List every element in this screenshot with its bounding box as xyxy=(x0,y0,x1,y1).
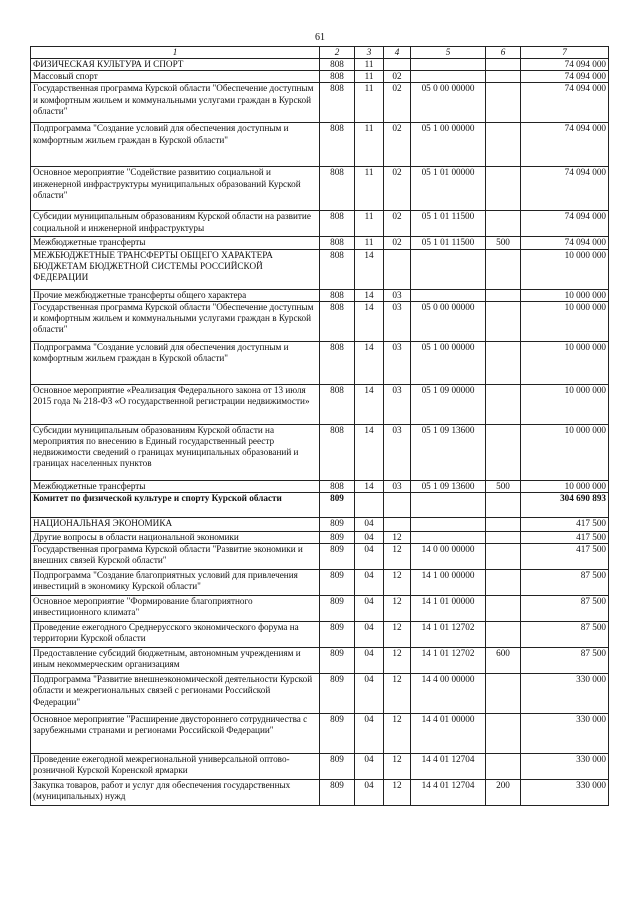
expense-type-cell xyxy=(486,570,521,596)
target-article-cell: 14 4 01 00000 xyxy=(411,714,486,754)
subsection-code-cell: 02 xyxy=(384,123,411,167)
section-code-cell: 04 xyxy=(355,532,384,544)
subsection-code-cell xyxy=(384,493,411,518)
target-article-cell: 14 0 00 00000 xyxy=(411,544,486,570)
expense-type-cell xyxy=(486,714,521,754)
section-code-cell: 04 xyxy=(355,714,384,754)
table-row xyxy=(31,544,609,570)
section-code-cell: 04 xyxy=(355,622,384,648)
item-name-cell: Проведение ежегодной межрегиональной универсальной оптово-розничной Курской Коренской ярмарки xyxy=(31,754,320,780)
ministry-code-cell: 808 xyxy=(320,59,355,71)
expense-type-cell: 600 xyxy=(486,648,521,674)
amount-cell: 417 500 xyxy=(521,532,609,544)
ministry-code-cell: 808 xyxy=(320,341,355,384)
subsection-code-cell xyxy=(384,249,411,289)
subsection-code-cell: 12 xyxy=(384,674,411,714)
item-name-cell: ФИЗИЧЕСКАЯ КУЛЬТУРА И СПОРТ xyxy=(31,59,320,71)
subsection-code-cell: 12 xyxy=(384,622,411,648)
table-row xyxy=(31,532,609,544)
ministry-code-cell: 808 xyxy=(320,237,355,249)
section-code-cell: 04 xyxy=(355,754,384,780)
ministry-code-cell: 808 xyxy=(320,83,355,123)
target-article-cell xyxy=(411,71,486,83)
target-article-cell xyxy=(411,532,486,544)
ministry-code-cell: 809 xyxy=(320,674,355,714)
item-name-cell: Предоставление субсидий бюджетным, автономным учреждениям и иным некоммерческим организациям xyxy=(31,648,320,674)
section-code-cell xyxy=(355,493,384,518)
expense-type-cell xyxy=(486,596,521,622)
table-row xyxy=(31,341,609,384)
section-code-cell: 11 xyxy=(355,167,384,211)
subsection-code-cell: 12 xyxy=(384,754,411,780)
ministry-code-cell: 808 xyxy=(320,211,355,237)
expense-type-cell xyxy=(486,59,521,71)
section-code-cell: 14 xyxy=(355,384,384,424)
header-cell: 2 xyxy=(320,47,355,59)
table-row xyxy=(31,211,609,237)
section-code-cell: 04 xyxy=(355,570,384,596)
ministry-code-cell: 808 xyxy=(320,71,355,83)
item-name-cell: Основное мероприятие "Расширение двустороннего сотрудничества с зарубежными странами и регионами Российской Федерации" xyxy=(31,714,320,754)
expense-type-cell xyxy=(486,493,521,518)
subsection-code-cell: 03 xyxy=(384,301,411,341)
amount-cell: 10 000 000 xyxy=(521,480,609,492)
item-name-cell: Прочие межбюджетные трансферты общего характера xyxy=(31,289,320,301)
expense-type-cell: 200 xyxy=(486,780,521,806)
expense-type-cell xyxy=(486,123,521,167)
section-code-cell: 14 xyxy=(355,480,384,492)
item-name-cell: Подпрограмма "Создание условий для обеспечения доступным и комфортным жильем граждан в Курской области" xyxy=(31,341,320,384)
budget-table xyxy=(30,46,609,806)
header-cell: 5 xyxy=(411,47,486,59)
item-name-cell: Межбюджетные трансферты xyxy=(31,480,320,492)
subsection-code-cell: 12 xyxy=(384,780,411,806)
section-code-cell: 14 xyxy=(355,301,384,341)
section-code-cell: 11 xyxy=(355,71,384,83)
table-row xyxy=(31,424,609,480)
amount-cell: 74 094 000 xyxy=(521,211,609,237)
amount-cell: 10 000 000 xyxy=(521,341,609,384)
amount-cell: 10 000 000 xyxy=(521,289,609,301)
ministry-code-cell: 808 xyxy=(320,167,355,211)
item-name-cell: Государственная программа Курской области "Обеспечение доступным и комфортным жильем и коммунальными услугами граждан в Курской области" xyxy=(31,301,320,341)
section-code-cell: 04 xyxy=(355,780,384,806)
target-article-cell: 05 1 09 13600 xyxy=(411,424,486,480)
item-name-cell: Массовый спорт xyxy=(31,71,320,83)
subsection-code-cell: 12 xyxy=(384,544,411,570)
item-name-cell: Подпрограмма "Развитие внешнеэкономической деятельности Курской области и межрегиональных связей с регионами Российской Федерации" xyxy=(31,674,320,714)
expense-type-cell xyxy=(486,622,521,648)
subsection-code-cell: 02 xyxy=(384,211,411,237)
amount-cell: 87 500 xyxy=(521,622,609,648)
expense-type-cell: 500 xyxy=(486,480,521,492)
subsection-code-cell: 12 xyxy=(384,714,411,754)
item-name-cell: Государственная программа Курской области "Развитие экономики и внешних связей Курской области" xyxy=(31,544,320,570)
expense-type-cell: 500 xyxy=(486,237,521,249)
expense-type-cell xyxy=(486,532,521,544)
ministry-code-cell: 808 xyxy=(320,480,355,492)
subsection-code-cell xyxy=(384,59,411,71)
expense-type-cell xyxy=(486,249,521,289)
section-code-cell: 14 xyxy=(355,424,384,480)
amount-cell: 74 094 000 xyxy=(521,167,609,211)
ministry-code-cell: 809 xyxy=(320,544,355,570)
table-row xyxy=(31,167,609,211)
section-code-cell: 11 xyxy=(355,211,384,237)
amount-cell: 330 000 xyxy=(521,714,609,754)
item-name-cell: Подпрограмма "Создание условий для обеспечения доступным и комфортным жильем граждан в Курской области" xyxy=(31,123,320,167)
target-article-cell: 05 1 01 11500 xyxy=(411,237,486,249)
ministry-code-cell: 809 xyxy=(320,780,355,806)
table-row xyxy=(31,59,609,71)
target-article-cell xyxy=(411,289,486,301)
ministry-code-cell: 808 xyxy=(320,301,355,341)
ministry-code-cell: 809 xyxy=(320,570,355,596)
target-article-cell: 14 4 00 00000 xyxy=(411,674,486,714)
target-article-cell xyxy=(411,59,486,71)
ministry-code-cell: 808 xyxy=(320,249,355,289)
ministry-code-cell: 809 xyxy=(320,532,355,544)
header-cell: 1 xyxy=(31,47,320,59)
table-row xyxy=(31,289,609,301)
table-row xyxy=(31,570,609,596)
expense-type-cell xyxy=(486,544,521,570)
subsection-code-cell: 12 xyxy=(384,648,411,674)
section-code-cell: 11 xyxy=(355,59,384,71)
target-article-cell: 14 1 00 00000 xyxy=(411,570,486,596)
item-name-cell: Другие вопросы в области национальной экономики xyxy=(31,532,320,544)
item-name-cell: МЕЖБЮДЖЕТНЫЕ ТРАНСФЕРТЫ ОБЩЕГО ХАРАКТЕРА БЮДЖЕТАМ БЮДЖЕТНОЙ СИСТЕМЫ РОССИЙСКОЙ ФЕДЕРАЦИИ xyxy=(31,249,320,289)
expense-type-cell xyxy=(486,754,521,780)
target-article-cell: 05 1 01 11500 xyxy=(411,211,486,237)
ministry-code-cell: 808 xyxy=(320,384,355,424)
section-code-cell: 14 xyxy=(355,341,384,384)
amount-cell: 304 690 893 xyxy=(521,493,609,518)
amount-cell: 10 000 000 xyxy=(521,301,609,341)
ministry-code-cell: 808 xyxy=(320,424,355,480)
table-row xyxy=(31,83,609,123)
item-name-cell: Субсидии муниципальным образованиям Курской области на мероприятия по внесению в Единый государственный реестр недвижимости сведений о границах муниципальных образований и границах населенных пунктов xyxy=(31,424,320,480)
section-code-cell: 11 xyxy=(355,123,384,167)
expense-type-cell xyxy=(486,341,521,384)
target-article-cell: 05 1 09 00000 xyxy=(411,384,486,424)
table-row xyxy=(31,780,609,806)
subsection-code-cell: 12 xyxy=(384,532,411,544)
ministry-code-cell: 809 xyxy=(320,493,355,518)
table-row xyxy=(31,596,609,622)
target-article-cell: 05 1 09 13600 xyxy=(411,480,486,492)
amount-cell: 74 094 000 xyxy=(521,237,609,249)
header-cell: 6 xyxy=(486,47,521,59)
ministry-code-cell: 809 xyxy=(320,714,355,754)
section-code-cell: 04 xyxy=(355,648,384,674)
expense-type-cell xyxy=(486,301,521,341)
subsection-code-cell: 02 xyxy=(384,83,411,123)
subsection-code-cell: 03 xyxy=(384,424,411,480)
item-name-cell: Основное мероприятие "Формирование благоприятного инвестиционного климата" xyxy=(31,596,320,622)
table-row xyxy=(31,622,609,648)
ministry-code-cell: 809 xyxy=(320,648,355,674)
item-name-cell: Основное мероприятие "Содействие развитию социальной и инженерной инфраструктуры муниципальных образований Курской области" xyxy=(31,167,320,211)
ministry-code-cell: 808 xyxy=(320,123,355,167)
table-row xyxy=(31,674,609,714)
amount-cell: 87 500 xyxy=(521,596,609,622)
table-row xyxy=(31,648,609,674)
table-row xyxy=(31,71,609,83)
section-code-cell: 04 xyxy=(355,596,384,622)
table-row xyxy=(31,123,609,167)
table-row xyxy=(31,301,609,341)
expense-type-cell xyxy=(486,211,521,237)
ministry-code-cell: 809 xyxy=(320,518,355,532)
ministry-code-cell: 809 xyxy=(320,622,355,648)
target-article-cell: 14 1 01 12702 xyxy=(411,648,486,674)
table-row xyxy=(31,384,609,424)
expense-type-cell xyxy=(486,289,521,301)
item-name-cell: Государственная программа Курской области "Обеспечение доступным и комфортным жильем и коммунальными услугами граждан в Курской области" xyxy=(31,83,320,123)
target-article-cell xyxy=(411,518,486,532)
expense-type-cell xyxy=(486,167,521,211)
expense-type-cell xyxy=(486,518,521,532)
ministry-code-cell: 809 xyxy=(320,754,355,780)
section-code-cell: 11 xyxy=(355,83,384,123)
target-article-cell: 05 1 01 00000 xyxy=(411,167,486,211)
amount-cell: 74 094 000 xyxy=(521,123,609,167)
amount-cell: 87 500 xyxy=(521,570,609,596)
table-row xyxy=(31,714,609,754)
section-code-cell: 04 xyxy=(355,518,384,532)
item-name-cell: НАЦИОНАЛЬНАЯ ЭКОНОМИКА xyxy=(31,518,320,532)
subsection-code-cell: 03 xyxy=(384,384,411,424)
item-name-cell: Субсидии муниципальным образованиям Курской области на развитие социальной и инженерной инфраструктуры xyxy=(31,211,320,237)
subsection-code-cell: 12 xyxy=(384,596,411,622)
expense-type-cell xyxy=(486,424,521,480)
item-name-cell: Комитет по физической культуре и спорту Курской области xyxy=(31,493,320,518)
item-name-cell: Подпрограмма "Создание благоприятных условий для привлечения инвестиций в экономику Курской области" xyxy=(31,570,320,596)
amount-cell: 330 000 xyxy=(521,780,609,806)
amount-cell: 10 000 000 xyxy=(521,249,609,289)
amount-cell: 417 500 xyxy=(521,544,609,570)
table-row xyxy=(31,493,609,518)
page-number: 61 xyxy=(315,32,325,43)
item-name-cell: Проведение ежегодного Среднерусского экономического форума на территории Курской области xyxy=(31,622,320,648)
table-row xyxy=(31,249,609,289)
table-row xyxy=(31,237,609,249)
subsection-code-cell: 02 xyxy=(384,167,411,211)
subsection-code-cell: 02 xyxy=(384,71,411,83)
target-article-cell: 14 4 01 12704 xyxy=(411,754,486,780)
item-name-cell: Межбюджетные трансферты xyxy=(31,237,320,249)
header-cell: 7 xyxy=(521,47,609,59)
ministry-code-cell: 808 xyxy=(320,289,355,301)
subsection-code-cell xyxy=(384,518,411,532)
target-article-cell: 14 1 01 12702 xyxy=(411,622,486,648)
amount-cell: 10 000 000 xyxy=(521,384,609,424)
item-name-cell: Основное мероприятие «Реализация Федерального закона от 13 июля 2015 года № 218-ФЗ «О государственной регистрации недвижимости» xyxy=(31,384,320,424)
amount-cell: 87 500 xyxy=(521,648,609,674)
section-code-cell: 11 xyxy=(355,237,384,249)
section-code-cell: 04 xyxy=(355,544,384,570)
amount-cell: 74 094 000 xyxy=(521,59,609,71)
expense-type-cell xyxy=(486,83,521,123)
table-row xyxy=(31,480,609,492)
amount-cell: 10 000 000 xyxy=(521,424,609,480)
target-article-cell: 14 4 01 12704 xyxy=(411,780,486,806)
subsection-code-cell: 02 xyxy=(384,237,411,249)
target-article-cell: 14 1 01 00000 xyxy=(411,596,486,622)
header-row xyxy=(31,47,609,59)
table-row xyxy=(31,754,609,780)
amount-cell: 74 094 000 xyxy=(521,71,609,83)
subsection-code-cell: 03 xyxy=(384,289,411,301)
amount-cell: 330 000 xyxy=(521,754,609,780)
section-code-cell: 14 xyxy=(355,249,384,289)
item-name-cell: Закупка товаров, работ и услуг для обеспечения государственных (муниципальных) нужд xyxy=(31,780,320,806)
section-code-cell: 14 xyxy=(355,289,384,301)
expense-type-cell xyxy=(486,674,521,714)
target-article-cell: 05 1 00 00000 xyxy=(411,123,486,167)
target-article-cell: 05 0 00 00000 xyxy=(411,83,486,123)
expense-type-cell xyxy=(486,384,521,424)
subsection-code-cell: 12 xyxy=(384,570,411,596)
target-article-cell xyxy=(411,493,486,518)
subsection-code-cell: 03 xyxy=(384,480,411,492)
subsection-code-cell: 03 xyxy=(384,341,411,384)
target-article-cell: 05 1 00 00000 xyxy=(411,341,486,384)
expense-type-cell xyxy=(486,71,521,83)
amount-cell: 417 500 xyxy=(521,518,609,532)
ministry-code-cell: 809 xyxy=(320,596,355,622)
section-code-cell: 04 xyxy=(355,674,384,714)
amount-cell: 330 000 xyxy=(521,674,609,714)
header-cell: 4 xyxy=(384,47,411,59)
target-article-cell: 05 0 00 00000 xyxy=(411,301,486,341)
target-article-cell xyxy=(411,249,486,289)
table-row xyxy=(31,518,609,532)
amount-cell: 74 094 000 xyxy=(521,83,609,123)
header-cell: 3 xyxy=(355,47,384,59)
